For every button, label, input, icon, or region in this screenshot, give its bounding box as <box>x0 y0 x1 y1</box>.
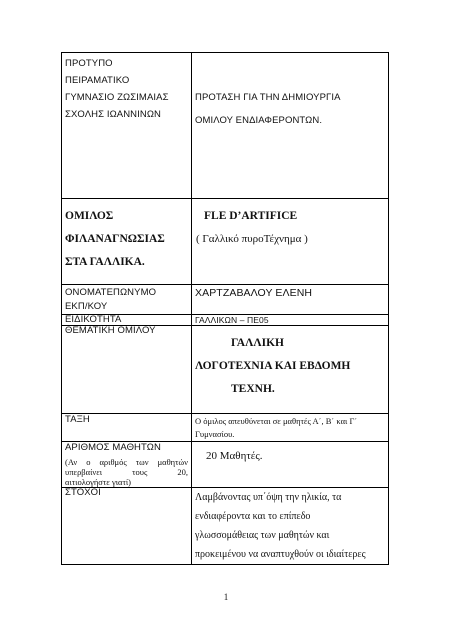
note-word: υπερβαίνει <box>65 467 103 477</box>
teacher-name-label-line: ΕΚΠ/ΚΟΥ <box>65 301 108 312</box>
club-title: FLE D’ARTIFICE <box>204 210 298 222</box>
goals-row <box>62 488 389 565</box>
students-note-line <box>65 457 188 467</box>
proposal-form-table <box>61 52 389 565</box>
theme-line: ΓΑΛΛΙΚΗ <box>231 337 284 349</box>
class-row <box>62 414 389 442</box>
note-word: αριθμός <box>99 457 127 467</box>
proposal-line: ΠΡΟΤΑΣΗ ΓΙΑ ΤΗΝ ΔΗΜΙΟΥΡΓΙΑ <box>195 92 341 103</box>
students-note <box>65 457 188 487</box>
teacher-name-text: ΧΑΡΤΖΑΒΑΛΟΥ ΕΛΕΝΗ <box>195 287 313 299</box>
specialty-label: ΕΙΔΙΚΟΤΗΤΑ <box>62 315 192 326</box>
note-word: μαθητών <box>157 457 188 467</box>
goals-line: ενδιαφέροντα και το επίπεδο <box>195 511 311 522</box>
page-number: 1 <box>223 592 229 602</box>
school-line: ΓΥΜΝΑΣΙΟ ΖΩΣΙΜΑΙΑΣ <box>65 92 169 103</box>
theme-row <box>62 326 389 414</box>
teacher-name-label-line: ΟΝΟΜΑΤΕΠΩΝΥΜΟ <box>65 287 157 298</box>
goals-line: Λαμβάνοντας υπ΄όψη την ηλικία, τα <box>195 492 342 503</box>
goals-value <box>192 488 389 565</box>
note-word: ο <box>86 457 91 467</box>
note-word: αιτιολογήστε γιατί) <box>65 477 131 487</box>
note-word: 20, <box>177 467 188 477</box>
header-row <box>62 53 389 199</box>
students-row <box>62 442 389 488</box>
note-word: των <box>135 457 149 467</box>
students-value-text: 20 Μαθητές. <box>206 450 263 462</box>
school-line: ΠΕΙΡΑΜΑΤΙΚΟ <box>65 75 130 86</box>
class-value <box>192 414 389 442</box>
club-subtitle: ( Γαλλικό πυροΤέχνημα ) <box>196 233 308 245</box>
specialty-row <box>62 315 389 326</box>
theme-label: ΘΕΜΑΤΙΚΗ ΟΜΙΛΟΥ <box>62 326 192 414</box>
proposal-title-cell <box>192 53 389 199</box>
club-name-line: ΟΜΙΛΟΣ <box>65 210 114 222</box>
teacher-name-value <box>192 285 389 315</box>
teacher-name-row <box>62 285 389 315</box>
students-label-cell <box>62 442 192 488</box>
class-value-line: Ο όμιλος απευθύνεται σε μαθητές Α΄, Β΄ και Γ΄ <box>195 416 358 426</box>
theme-line: ΤΕΧΝΗ. <box>231 383 275 395</box>
school-line: ΣΧΟΛΗΣ ΙΩΑΝΝΙΝΩΝ <box>65 109 162 120</box>
club-name-cell <box>62 199 192 285</box>
club-name-line: ΣΤΑ ΓΑΛΛΙΚΑ. <box>65 256 145 268</box>
goals-label: ΣΤΟΧΟΙ <box>62 488 192 565</box>
students-note-line <box>65 467 188 477</box>
students-note-line <box>65 477 188 487</box>
students-value <box>192 442 389 488</box>
teacher-name-label <box>62 285 192 315</box>
class-label: ΤΑΞΗ <box>62 414 192 442</box>
club-row <box>62 199 389 285</box>
club-name-line: ΦΙΛΑΝΑΓΝΩΣΙΑΣ <box>65 233 165 245</box>
school-line: ΠΡΟΤΥΠΟ <box>65 58 113 69</box>
specialty-value: ΓΑΛΛΙΚΩΝ – ΠΕ05 <box>192 315 389 326</box>
students-label: ΑΡΙΘΜΟΣ ΜΑΘΗΤΩΝ <box>65 442 161 453</box>
class-value-line: Γυμνασίου. <box>195 429 235 439</box>
proposal-line: ΟΜΙΛΟΥ ΕΝΔΙΑΦΕΡΟΝΤΩΝ. <box>195 115 323 126</box>
note-word: τους <box>132 467 148 477</box>
goals-line: προκειμένου να αναπτυχθούν οι ιδιαίτερες <box>195 549 366 560</box>
theme-value <box>192 326 389 414</box>
school-name-cell <box>62 53 192 199</box>
theme-line: ΛΟΓΟΤΕΧΝΙΑ ΚΑΙ ΕΒΔΟΜΗ <box>195 360 351 372</box>
goals-line: γλωσσομάθειας των μαθητών και <box>195 530 330 541</box>
club-title-cell <box>192 199 389 285</box>
note-word: (Αν <box>65 457 78 467</box>
